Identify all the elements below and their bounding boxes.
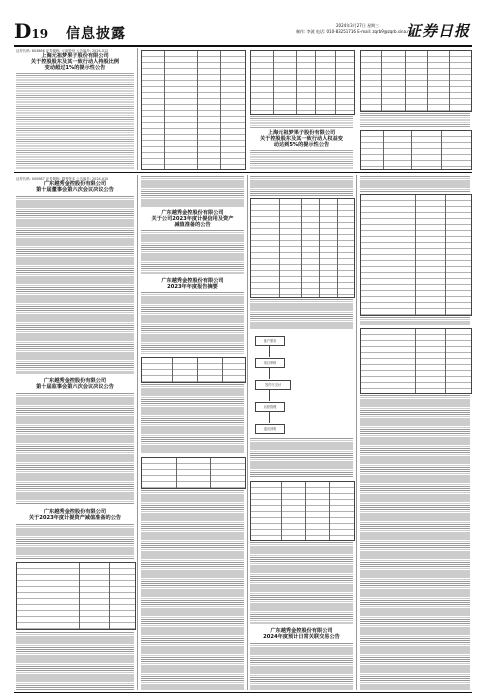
flowchart-arrow (269, 389, 270, 401)
financial-table-2 (141, 457, 246, 489)
shareholder-table (360, 50, 472, 112)
text-block (141, 230, 244, 274)
flowchart-step: 客户需求 (255, 336, 285, 346)
flowchart-arrow (269, 367, 270, 379)
text-block (250, 542, 353, 624)
notice-title-5: 广东越秀金控股份有限公司 2023年年度报告摘要 (161, 278, 224, 290)
notice-title-7: 广东越秀金控股份有限公司 关于2023年度计提资产减值准备的公告 (28, 509, 122, 521)
text-block (16, 632, 134, 690)
page-number: D19 (14, 19, 49, 43)
text-block (360, 395, 470, 690)
date-line: 2024年3月27日 星期三 (336, 23, 380, 28)
text-block (250, 116, 353, 128)
text-block (141, 490, 244, 690)
text-block (250, 643, 353, 690)
text-block (250, 150, 353, 170)
notice-title-6: 广东越秀金控股份有限公司 第十届监事会第六次会议决议公告 (36, 378, 114, 390)
column-divider (137, 48, 138, 170)
section-title: 信息披露 (66, 26, 126, 42)
text-block (16, 73, 134, 170)
newspaper-logo: 证券日报 (405, 22, 470, 40)
notice-title-3: 广东越秀金控股份有限公司 第十届董事会第六次会议决议公告 (36, 181, 114, 193)
flowchart-step: 运营管理 (255, 402, 285, 412)
column-divider (247, 175, 248, 690)
notice-title-4: 广东越秀金控股份有限公司 关于公司2023年度计提信用及资产 减值准备的公告 (151, 210, 234, 228)
financial-table (141, 357, 246, 383)
notice-title-1: 上海元祖梦果子股份有限公司 关于控股股东及其一致行动人持股比例 变动超过1%的提示性公告 (30, 53, 120, 71)
text-block (141, 292, 244, 354)
masthead-rule (14, 45, 472, 47)
section-rule (14, 172, 472, 173)
text-block (16, 524, 134, 560)
bottom-rule (14, 692, 472, 693)
column-divider (137, 175, 138, 690)
related-transactions-table-2 (360, 328, 472, 394)
flowchart-arrow (269, 345, 270, 357)
impairment-table (16, 562, 136, 630)
notice-title-8: 广东越秀金控股份有限公司 2024年度预计日常关联交易公告 (263, 628, 340, 640)
flowchart-step: 退出回收 (255, 424, 285, 434)
text-block (250, 438, 353, 478)
text-block (360, 113, 470, 127)
text-block (250, 299, 353, 329)
masthead (14, 20, 472, 44)
code-line: 证券代码: 603886 证券简称: 元祖股份 公告编号: 2024-012 (16, 49, 109, 53)
equity-change-table (250, 50, 355, 115)
text-block (250, 176, 353, 196)
flowchart-step: 签约与交付 (255, 380, 291, 390)
text-block (360, 176, 470, 192)
text-block (141, 384, 244, 454)
segment-table (250, 481, 355, 541)
code-line: 证券代码: 000987 证券简称: 越秀资本 公告编号: 2024-010 (16, 177, 109, 181)
contact-line: 制作: 李波 电话: 010-83251716 E-mail: zqrb9@zqrb.sina.net (296, 29, 414, 34)
shareholder-table-2 (360, 130, 472, 170)
text-block (141, 176, 244, 208)
notice-title-2: 上海元祖梦果子股份有限公司 关于控股股东及其一致行动人权益变 动达到5%的提示性公告 (259, 130, 343, 148)
holdings-table (141, 50, 246, 170)
flowchart-arrow (269, 411, 270, 423)
text-block (16, 393, 134, 505)
flowchart-step: 项目审核 (255, 358, 285, 368)
text-block (360, 317, 470, 325)
related-transactions-table (360, 194, 472, 316)
business-table (250, 198, 355, 298)
column-divider (356, 175, 357, 690)
text-block (16, 196, 134, 374)
